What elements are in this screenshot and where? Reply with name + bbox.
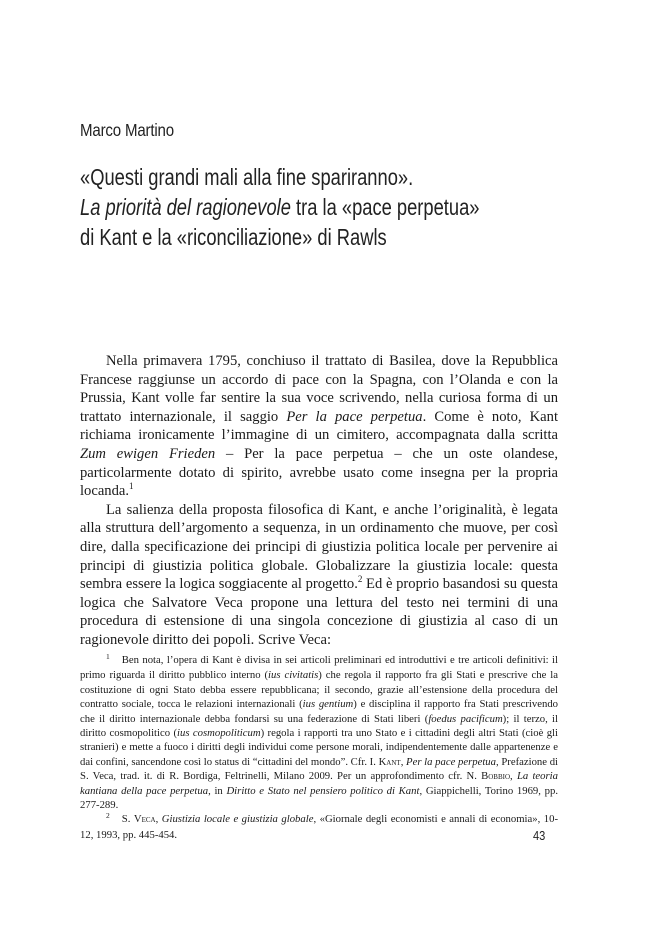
- fn1-italic: Diritto e Stato nel pensiero politico di Kant: [226, 784, 420, 797]
- fn1-text: ) e disciplina il rapporto fra Stati prescrivendo che il diritto internazionale debba fondarsi su una federazione di Stati liberi (: [80, 698, 559, 725]
- p2-text-a: La salienza della proposta filosofica di Kant, e anche l’originalità, è legata alla struttura dell’argomento a sequenza, in un ordinamento che muove, per così dire, dalla specificazione dei principi di giustizia politica locale per pervenire ai principi di giustizia politica globale. Globalizzare la giustizia locale: questa sembra essere la logica soggiacente al progetto.: [80, 501, 558, 593]
- title-line-3: di Kant e la «riconciliazione» di Rawls: [80, 224, 387, 250]
- fn1-text: ); il terzo, il diritto cosmopolitico (: [80, 712, 558, 740]
- footnote-2: [80, 812, 558, 842]
- footnote-1-number: 1: [106, 652, 110, 661]
- fn1-text: , in: [208, 784, 227, 797]
- title-line-2: [80, 192, 479, 222]
- footnote-2-number: 2: [106, 811, 110, 821]
- fn1-text: ) regola i rapporti tra uno Stato e i cittadini degli altri Stati (cioè gli stranieri) e mette a fuoco i diritti degli individui come persone morali, indipendentemente dalle appartenenze e dai confini, sancendone così lo status di “cittadini del mondo”. Cfr. I.: [80, 727, 558, 768]
- fn1-italic: ius civitatis: [268, 669, 319, 682]
- p1-text-b: . Come è noto, Kant richiama ironicamente l’immagine di un cimitero, accompagnata dalla scritta: [80, 408, 559, 444]
- title-line-2-rest: tra la «pace perpetua»: [290, 194, 480, 220]
- title-line-1: «Questi grandi mali alla fine spariranno».: [80, 164, 414, 190]
- footnotes: [80, 653, 558, 842]
- footnote-ref-1[interactable]: 1: [129, 481, 134, 492]
- fn2-text: S.: [121, 813, 134, 826]
- footnote-ref-2[interactable]: 2: [357, 574, 363, 585]
- paragraph-2: [80, 501, 558, 650]
- fn1-text: ,: [510, 770, 517, 783]
- fn1-text: Ben nota, l’opera di Kant è divisa in sei articoli preliminari ed introduttivi e tre articoli definitivi: il primo riguarda il diritto pubblico interno (: [80, 654, 558, 682]
- fn1-italic: foedus pacificum: [428, 712, 503, 725]
- author-name: Marco Martino: [80, 120, 174, 140]
- chapter-title: [80, 162, 479, 252]
- footnote-1: [80, 653, 558, 812]
- fn1-italic: La teoria kantiana della pace perpetua: [80, 770, 558, 797]
- paragraph-1: [80, 352, 558, 501]
- title-italic-phrase: La priorità del ragionevole: [80, 194, 291, 220]
- fn1-italic: ius gentium: [302, 698, 354, 711]
- body-text: [80, 352, 558, 650]
- p1-text-c: – Per la pace perpetua – che un oste olandese, particolarmente dotato di spirito, avrebbe usato come insegna per la propria locanda.: [80, 445, 558, 500]
- fn1-text: , Giappichelli, Torino 1969, pp. 277-289.: [80, 784, 559, 812]
- p1-text-a: Nella primavera 1795, conchiuso il trattato di Basilea, dove la Repubblica Francese raggiunse un accordo di pace con la Spagna, con l’Olanda e con la Prussia, Kant volle far sentire la sua voce scrivendo, nella curiosa forma di un trattato internazionale, il saggio: [80, 353, 558, 425]
- p1-inscription: Zum ewigen Frieden: [80, 445, 216, 462]
- fn1-italic: Per la pace perpetua: [406, 755, 496, 768]
- fn1-text: ) che regola il rapporto fra gli Stati e prescrive che la costituzione di ogni Stato debba essere repubblicana; il secondo, grazie all’estensione della procedura del contratto sociale, tocca le relazioni internazionali (: [80, 669, 559, 711]
- fn2-text: , «Giornale degli economisti e annali di economia», 10-12, 1993, pp. 445-454.: [80, 813, 559, 841]
- fn1-text: , Prefazione di S. Veca, trad. it. di R. Bordiga, Feltrinelli, Milano 2009. Per un approfondimento cfr. N.: [80, 755, 559, 783]
- fn2-text: ,: [155, 813, 162, 826]
- fn2-italic: Giustizia locale e giustizia globale: [161, 813, 314, 826]
- fn1-text: ,: [400, 755, 407, 768]
- p1-work-title: Per la pace perpetua: [286, 408, 423, 425]
- fn1-italic: ius cosmopoliticum: [177, 727, 261, 740]
- fn2-author-name: Veca: [133, 813, 156, 826]
- page-number: 43: [533, 828, 546, 843]
- p2-text-b: Ed è proprio basandosi su questa logica che Salvatore Veca propone una lettura del testo nei termini di una procedura di estensione di una singola concezione di giustizia al caso di un ragionevole diritto dei popoli. Scrive Veca:: [80, 576, 558, 648]
- fn1-author-name: Bobbio: [481, 770, 511, 783]
- fn1-author-name: Kant: [378, 755, 401, 768]
